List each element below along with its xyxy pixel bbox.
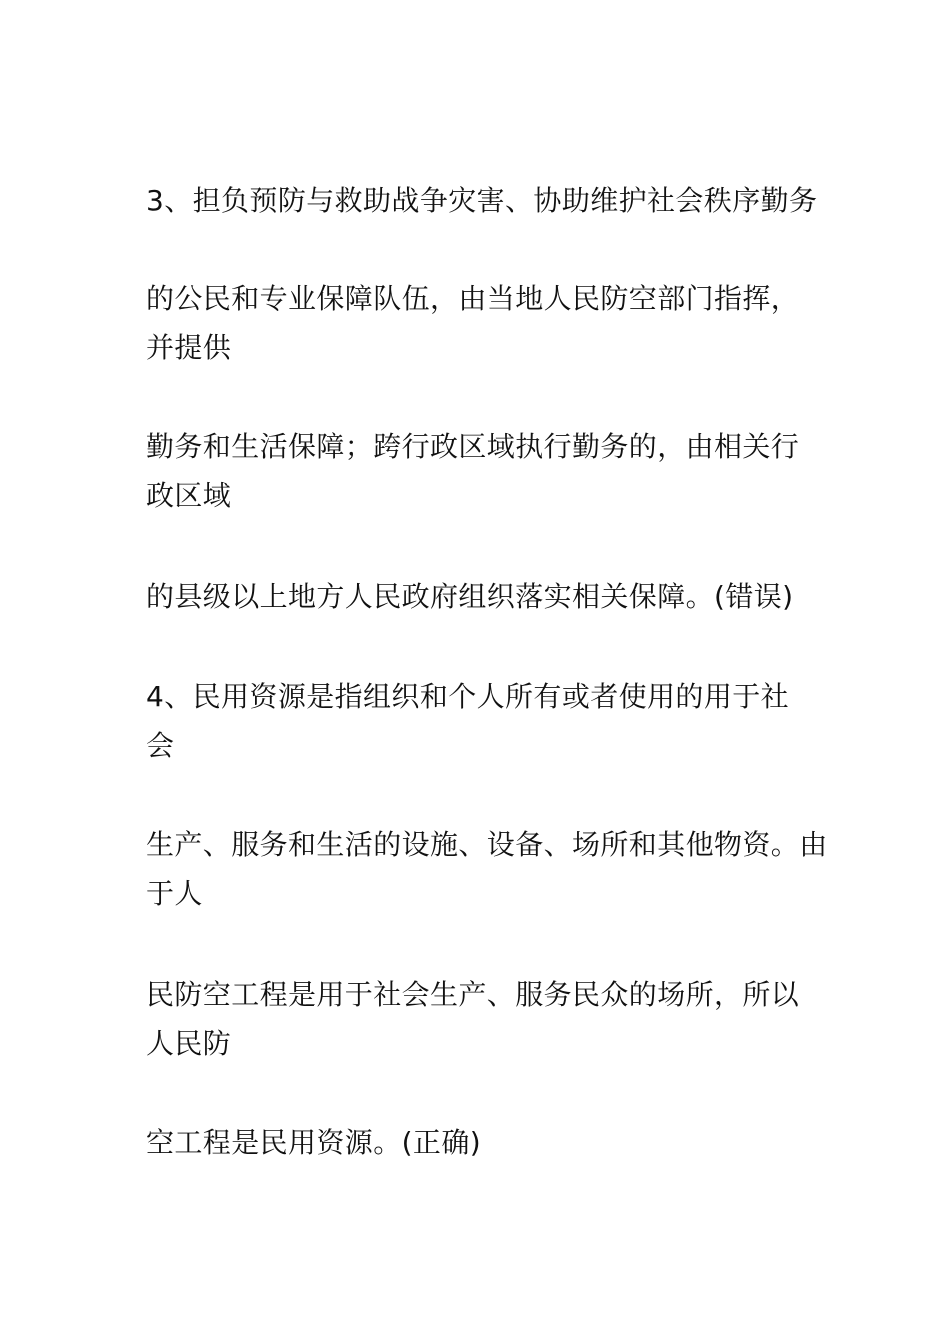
paragraph-item-3-line-2 [146,274,818,372]
text-line: 空工程是民用资源。(正确) [146,1126,482,1159]
text-line: 的公民和专业保障队伍，由当地人民防空部门指挥， [146,282,800,315]
paragraph-item-4-line-3 [146,970,818,1068]
text-line: 人民防 [146,1027,232,1060]
text-line: 政区域 [146,479,232,512]
paragraph-item-3-line-3 [146,422,818,520]
paragraph-item-4-answer [146,1118,818,1167]
paragraph-item-3-answer [146,572,818,621]
text-line: 会 [146,729,175,762]
paragraph-item-4-line-1 [146,672,818,770]
text-line: 勤务和生活保障；跨行政区域执行勤务的，由相关行 [146,430,800,463]
text-line: 并提供 [146,331,232,364]
text-line: 生产、服务和生活的设施、设备、场所和其他物资。由 [146,828,828,861]
text-line: 民防空工程是用于社会生产、服务民众的场所，所以 [146,978,800,1011]
text-line: 4、民用资源是指组织和个人所有或者使用的用于社 [146,680,790,713]
text-line: 3、担负预防与救助战争灾害、协助维护社会秩序勤务 [146,184,818,217]
text-line: 于人 [146,877,203,910]
text-line: 的县级以上地方人民政府组织落实相关保障。(错误) [146,580,794,613]
paragraph-item-4-line-2 [146,820,828,918]
paragraph-item-3-line-1 [146,176,818,225]
